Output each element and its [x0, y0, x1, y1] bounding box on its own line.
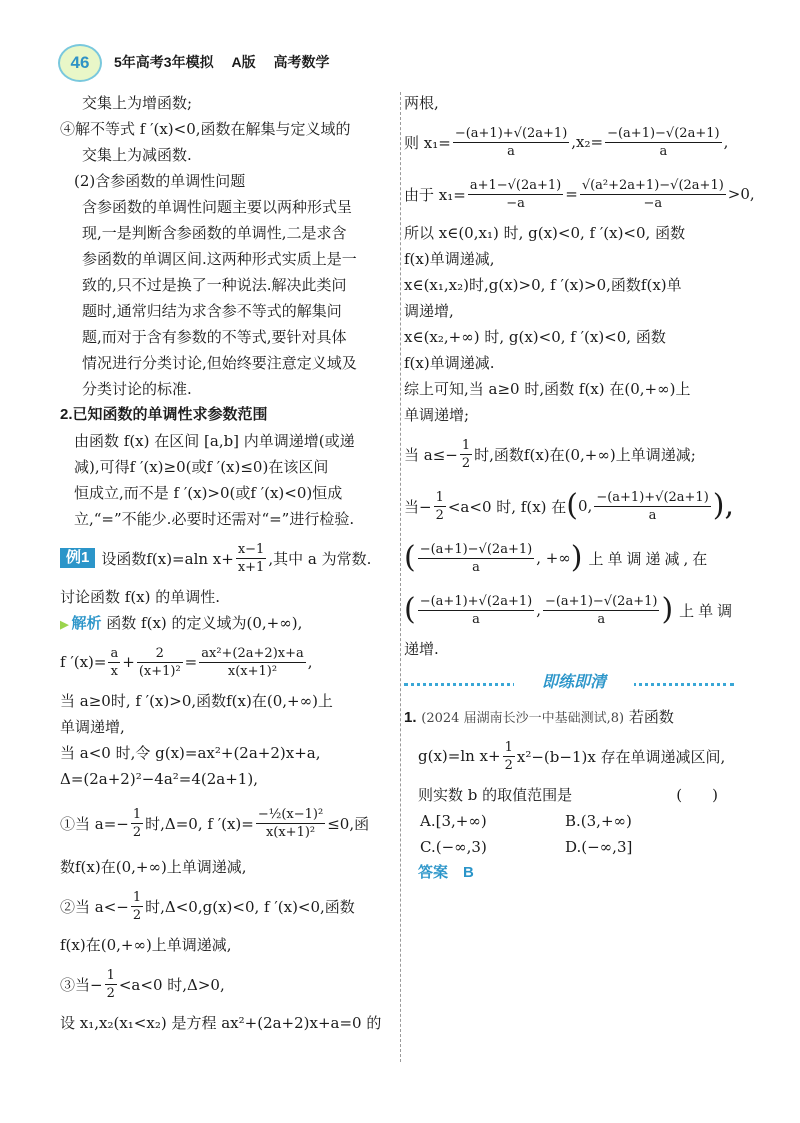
math-text: ≤0,函 [327, 814, 370, 833]
fraction-numerator: 1 [106, 967, 115, 983]
text-line: 讨论函数 f(x) 的单调性. [60, 588, 221, 606]
options-row [404, 808, 734, 834]
bracket: ( [404, 540, 416, 575]
math-text: 0, [578, 497, 593, 515]
fraction-numerator: −(a+1)+√(2a+1) [454, 125, 568, 141]
fraction-denominator: −a [643, 195, 663, 211]
text-line: 综上可知,当 a≥0 时,函数 f(x) 在(0,+∞)上 [404, 380, 691, 398]
math-text: 则 x₁= [404, 133, 451, 152]
fraction [236, 541, 267, 576]
solution-label: ▶ 解析 [60, 615, 101, 632]
example-line [60, 532, 386, 584]
solution-text: 函数 f(x) 的定义域为(0,+∞), [106, 614, 303, 632]
text-line: 恒成立,而不是 f ′(x)>0(或f ′(x)<0)恒成 [74, 484, 343, 502]
text-line: 现,一是判断含参函数的单调性,二是求含 [82, 224, 347, 242]
math-text: ,x₂= [571, 133, 604, 151]
fraction-numerator: √(a²+2a+1)−√(2a+1) [581, 177, 724, 193]
bracket: ( [404, 592, 416, 627]
math-text: ②当 a<− [60, 897, 129, 916]
math-text: , [723, 133, 729, 151]
fraction [460, 437, 472, 472]
text-line: 题时,通常归结为求含参不等式的解集问 [82, 302, 342, 320]
fraction-numerator: −(a+1)−√(2a+1) [419, 541, 533, 557]
text-line: 递增. [404, 640, 439, 658]
text-line: Δ=(2a+2)²−4a²=4(2a+1), [60, 770, 258, 788]
text-line: f(x)单调递减, [404, 250, 495, 268]
case-1-line [60, 792, 386, 854]
fraction-numerator: a [110, 645, 119, 661]
math-text: 上单调 [679, 601, 737, 620]
fraction-numerator: x−1 [237, 541, 265, 557]
fraction [594, 489, 710, 524]
text-line: 含参函数的单调性问题主要以两种形式呈 [82, 198, 353, 216]
summary-line [404, 532, 734, 584]
fraction [503, 739, 515, 774]
text-line: f(x)单调递减. [404, 354, 495, 372]
math-text: = [565, 185, 578, 203]
fraction-denominator: a [472, 559, 480, 575]
math-text: 时,Δ<0,g(x)<0, f ′(x)<0,函数 [145, 897, 355, 916]
subsection-heading: (2)含参函数的单调性问题 [74, 172, 246, 190]
case-3-line [60, 958, 386, 1010]
math-text: g(x)=ln x+ [418, 747, 501, 765]
fraction-denominator: a [659, 143, 668, 159]
question-source: (2024 届湖南长沙一中基础测试,8) [421, 711, 625, 726]
math-text: , +∞ [536, 549, 571, 567]
text-line: 两根, [404, 94, 439, 112]
fraction-numerator: −(a+1)+√(2a+1) [596, 489, 709, 505]
math-text: f ′(x)= [60, 653, 107, 671]
fraction [605, 125, 721, 160]
fraction-denominator: 2 [461, 455, 471, 471]
text-line: x∈(x₂,+∞) 时, g(x)<0, f ′(x)<0, 函数 [404, 328, 666, 346]
math-text: 时,Δ=0, f ′(x)= [145, 814, 254, 833]
text-line: 情况进行分类讨论,但始终要注意定义域及 [82, 354, 357, 372]
text-line: 由函数 f(x) 在区间 [a,b] 内单调递增(或递 [74, 432, 355, 450]
text-line: 分类讨论的标准. [82, 380, 192, 398]
text-line: f(x)在(0,+∞)上单调递减, [60, 936, 232, 954]
book-title: 5年高考3年模拟 [114, 54, 214, 70]
fraction [580, 177, 726, 212]
text-line: ④解不等式 f ′(x)<0,函数在解集与定义域的 [60, 120, 351, 138]
fraction [543, 593, 659, 628]
fraction [453, 125, 569, 160]
math-text: + [122, 653, 135, 671]
fraction-denominator: a [507, 143, 515, 159]
text-line: 参函数的单调区间.这两种形式实质上是一 [82, 250, 357, 268]
solution-heading-line [60, 610, 386, 636]
math-text: 当− [404, 497, 432, 516]
fraction-denominator: 2 [504, 757, 513, 773]
text-line: 所以 x∈(0,x₁) 时, g(x)<0, f ′(x)<0, 函数 [404, 224, 686, 242]
math-text: ①当 a=− [60, 814, 129, 833]
right-column [404, 90, 755, 886]
text-line: 题,而对于含有参数的不等式,要针对具体 [82, 328, 347, 346]
fraction-denominator: (x+1)² [138, 663, 181, 679]
fraction-numerator: 1 [132, 889, 142, 905]
summary-line [404, 428, 734, 480]
roots-line [404, 116, 734, 168]
math-text: = [184, 653, 198, 671]
fraction-denominator: 2 [435, 507, 444, 523]
options-row [404, 834, 734, 860]
summary-line [404, 480, 734, 532]
subject-label: 高考数学 [273, 54, 330, 70]
text-line: 减),可得f ′(x)≥0(或f ′(x)≤0)在该区间 [74, 458, 329, 476]
math-text: ③当− [60, 975, 103, 994]
page-header [58, 40, 758, 80]
fraction-denominator: x [110, 663, 119, 679]
math-text: <a<0 时,Δ>0, [118, 975, 225, 994]
page-number: 46 [58, 44, 102, 82]
fraction-numerator: ax²+(2a+2)x+a [201, 645, 304, 661]
math-text: x²−(b−1)x 存在单调递减区间, [516, 747, 726, 766]
fraction-numerator: −(a+1)−√(2a+1) [544, 593, 658, 609]
fraction [199, 645, 306, 680]
derivative-line [60, 636, 386, 688]
math-text: >0, [727, 185, 755, 203]
text-line: 单调递增; [404, 406, 470, 424]
book-title-line [114, 52, 343, 72]
edition-label: A版 [231, 54, 256, 70]
fraction-denominator: 2 [106, 985, 115, 1001]
fraction-denominator: −a [506, 195, 525, 211]
fraction-numerator: −(a+1)+√(2a+1) [419, 593, 533, 609]
question-function-line [404, 730, 734, 782]
fraction [434, 489, 446, 524]
fraction-denominator: x+1 [237, 559, 265, 575]
fraction [131, 889, 143, 924]
fraction-denominator: a [648, 507, 657, 523]
question-line [404, 704, 734, 730]
question-text: 则实数 b 的取值范围是 [418, 786, 573, 804]
text-line: 数f(x)在(0,+∞)上单调递减, [60, 858, 247, 876]
fraction [108, 645, 120, 680]
fraction [468, 177, 563, 212]
option-d: D.(−∞,3] [565, 838, 633, 856]
fraction [418, 593, 534, 628]
fraction [131, 806, 143, 841]
section-title: 即练即清 [514, 670, 634, 696]
fraction [137, 645, 183, 680]
math-text: , [307, 653, 313, 671]
math-text: 上单调递减,在 [588, 549, 712, 568]
fraction [418, 541, 534, 576]
fraction-denominator: 2 [132, 824, 142, 840]
fraction-denominator: a [597, 611, 606, 627]
text-line: x∈(x₁,x₂)时,g(x)>0, f ′(x)>0,函数f(x)单 [404, 276, 682, 294]
example-text: 设函数f(x)=aln x+ [101, 549, 234, 568]
math-text: 由于 x₁= [404, 185, 466, 204]
fraction-numerator: a+1−√(2a+1) [469, 177, 562, 193]
question-number: 1. [404, 709, 417, 726]
answer-text: 答案 B [418, 864, 474, 881]
text-line: 交集上为增函数; [82, 94, 193, 112]
option-c: C.(−∞,3) [420, 838, 487, 856]
practice-section-header [404, 664, 734, 704]
fraction-numerator: 1 [435, 489, 444, 505]
math-text: 时,函数f(x)在(0,+∞)上单调递减; [474, 445, 696, 464]
text-line: 单调递增, [60, 718, 125, 736]
fraction-denominator: x(x+1)² [227, 663, 278, 679]
text-line: 当 a≥0时, f ′(x)>0,函数f(x)在(0,+∞)上 [60, 692, 333, 710]
fraction-numerator: 1 [461, 437, 471, 453]
text-line: 当 a<0 时,令 g(x)=ax²+(2a+2)x+a, [60, 744, 321, 762]
text-line: 交集上为减函数. [82, 146, 192, 164]
math-text: <a<0 时, f(x) 在 [447, 497, 567, 516]
fraction-denominator: x(x+1)² [265, 824, 316, 840]
bracket: ), [712, 488, 735, 523]
text-line: 致的,只不过是换了一种说法.解决此类问 [82, 276, 347, 294]
since-line [404, 168, 755, 220]
question-line [404, 782, 734, 808]
math-text: , [536, 601, 541, 619]
text-line: 调递增, [404, 302, 454, 320]
fraction-numerator: 1 [504, 739, 513, 755]
fraction-numerator: −(a+1)−√(2a+1) [607, 125, 720, 141]
question-text: 若函数 [628, 708, 674, 726]
math-text: 当 a≤− [404, 445, 458, 464]
fraction-denominator: 2 [132, 907, 142, 923]
answer-blank: ( ) [676, 786, 718, 804]
option-a: A.[3,+∞) [420, 812, 487, 830]
option-b: B.(3,+∞) [565, 812, 632, 830]
fraction-denominator: a [472, 611, 480, 627]
fraction-numerator: −½(x−1)² [257, 806, 324, 822]
example-text: ,其中 a 为常数. [268, 549, 372, 568]
bracket: ) [570, 540, 583, 575]
text-line: 设 x₁,x₂(x₁<x₂) 是方程 ax²+(2a+2)x+a=0 的 [60, 1014, 382, 1032]
section-heading: 2.已知函数的单调性求参数范围 [60, 406, 268, 423]
bracket: ( [566, 488, 578, 523]
fraction [105, 967, 117, 1002]
fraction [256, 806, 325, 841]
example-label: 例1 [60, 548, 95, 568]
left-column [60, 90, 386, 1036]
case-2-line [60, 880, 386, 932]
bracket: ) [661, 592, 674, 627]
fraction-numerator: 1 [132, 806, 142, 822]
fraction-numerator: 2 [137, 645, 183, 663]
summary-line [404, 584, 737, 636]
column-divider [400, 92, 401, 1062]
text-line: 立,“=”不能少.必要时还需对“=”进行检验. [74, 510, 355, 528]
